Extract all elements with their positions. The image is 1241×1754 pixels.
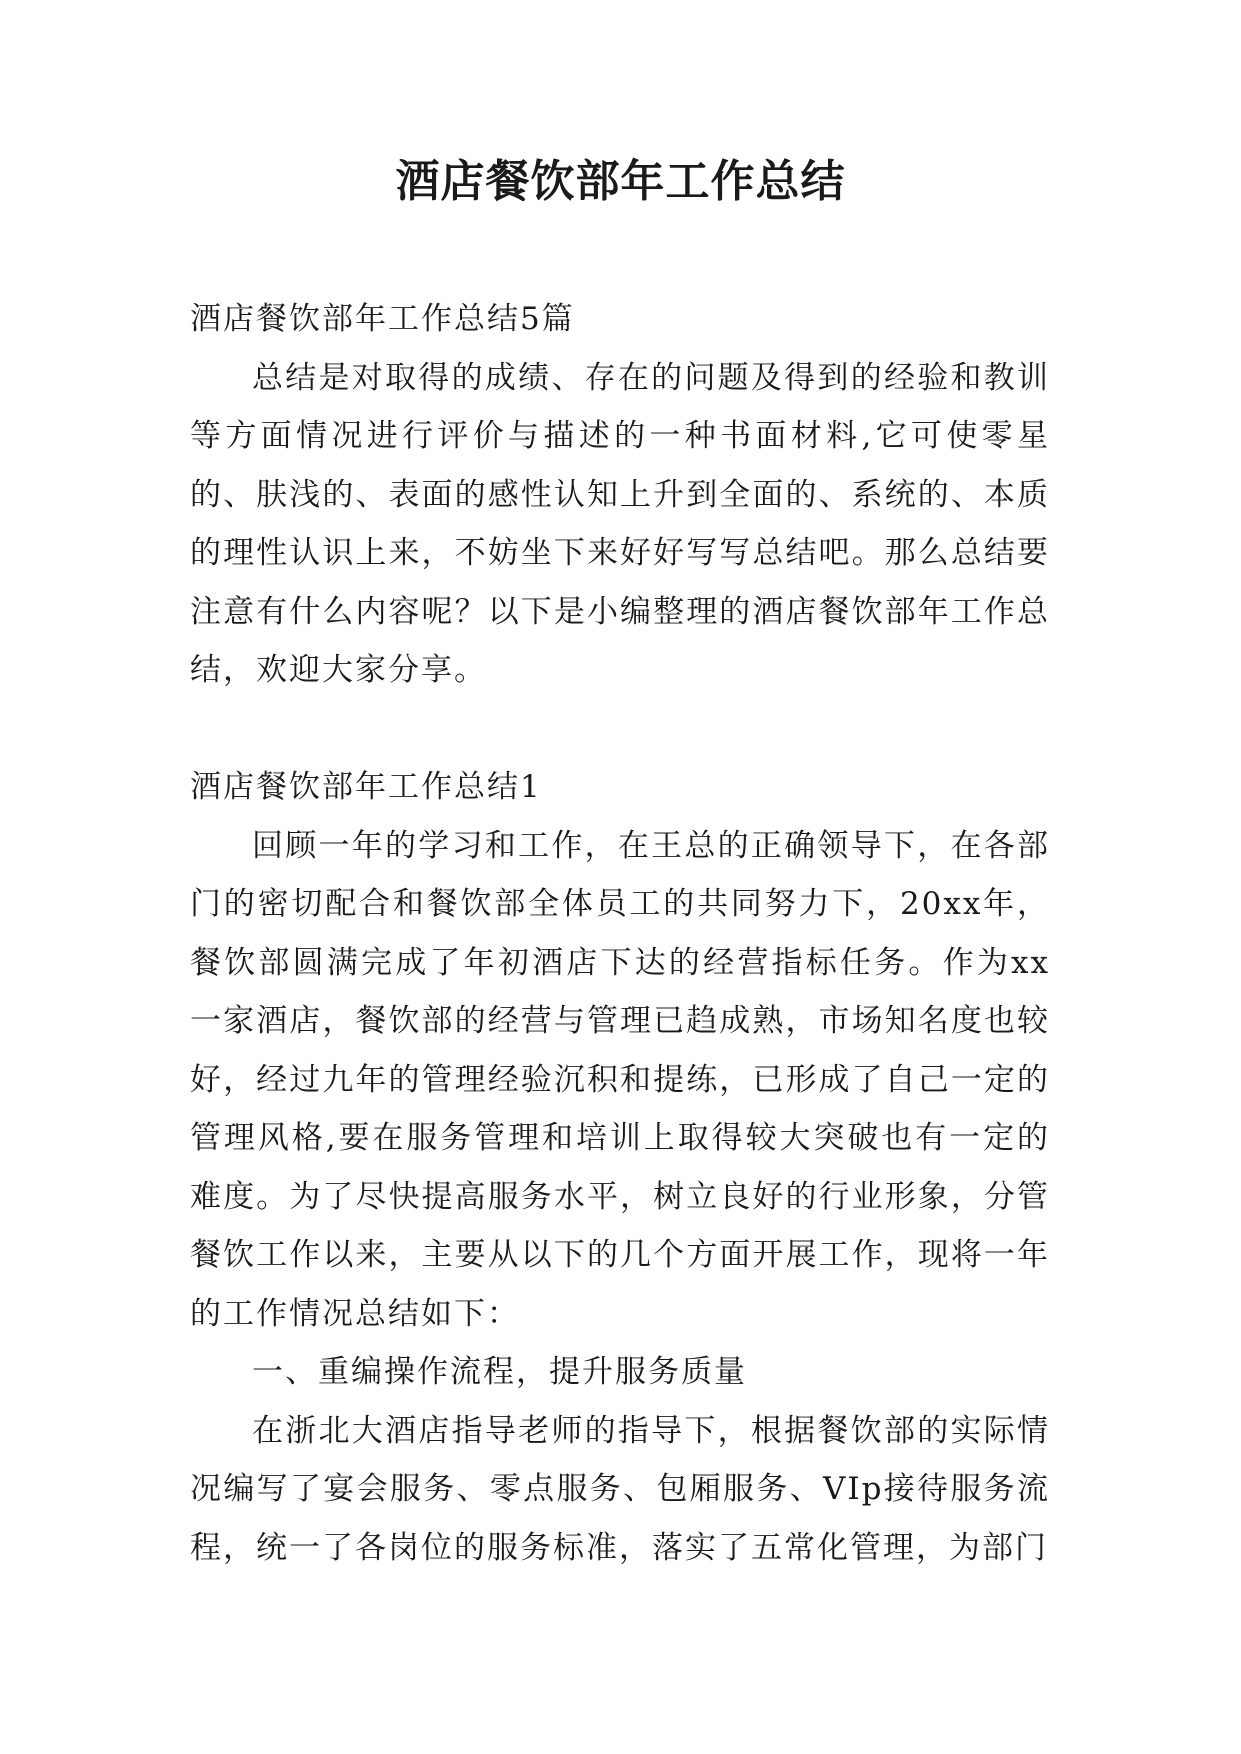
subsection-heading-1: 一、重编操作流程，提升服务质量 bbox=[252, 1354, 747, 1390]
subsection-1-paragraph: 在浙北大酒店指导老师的指导下，根据餐饮部的实际情况编写了宴会服务、零点服务、包厢服务、VIp接待服务流程，统一了各岗位的服务标准，落实了五常化管理，为部门 bbox=[190, 1412, 1050, 1566]
document-title: 酒店餐饮部年工作总结 bbox=[395, 156, 846, 207]
series-heading: 酒店餐饮部年工作总结5篇 bbox=[190, 301, 575, 337]
section-heading-1: 酒店餐饮部年工作总结1 bbox=[190, 769, 542, 805]
section-1-paragraph: 回顾一年的学习和工作，在王总的正确领导下，在各部门的密切配合和餐饮部全体员工的共同努力下，20xx年，餐饮部圆满完成了年初酒店下达的经营指标任务。作为xx一家酒店，餐饮部的经营与管理已趋成熟，市场知名度也较好，经过九年的管理经验沉积和提练，已形成了自己一定的管理风格,要在服务管理和培训上取得较大突破也有一定的难度。为了尽快提高服务水平，树立良好的行业形象，分管餐饮工作以来，主要从以下的几个方面开展工作，现将一年的工作情况总结如下： bbox=[190, 827, 1050, 1332]
intro-paragraph: 总结是对取得的成绩、存在的问题及得到的经验和教训等方面情况进行评价与描述的一种书面材料,它可使零星的、肤浅的、表面的感性认知上升到全面的、系统的、本质的理性认识上来，不妨坐下来好好写写总结吧。那么总结要注意有什么内容呢？以下是小编整理的酒店餐饮部年工作总结，欢迎大家分享。 bbox=[190, 359, 1050, 688]
blank-line bbox=[190, 700, 1050, 759]
document-body bbox=[190, 290, 1050, 1577]
